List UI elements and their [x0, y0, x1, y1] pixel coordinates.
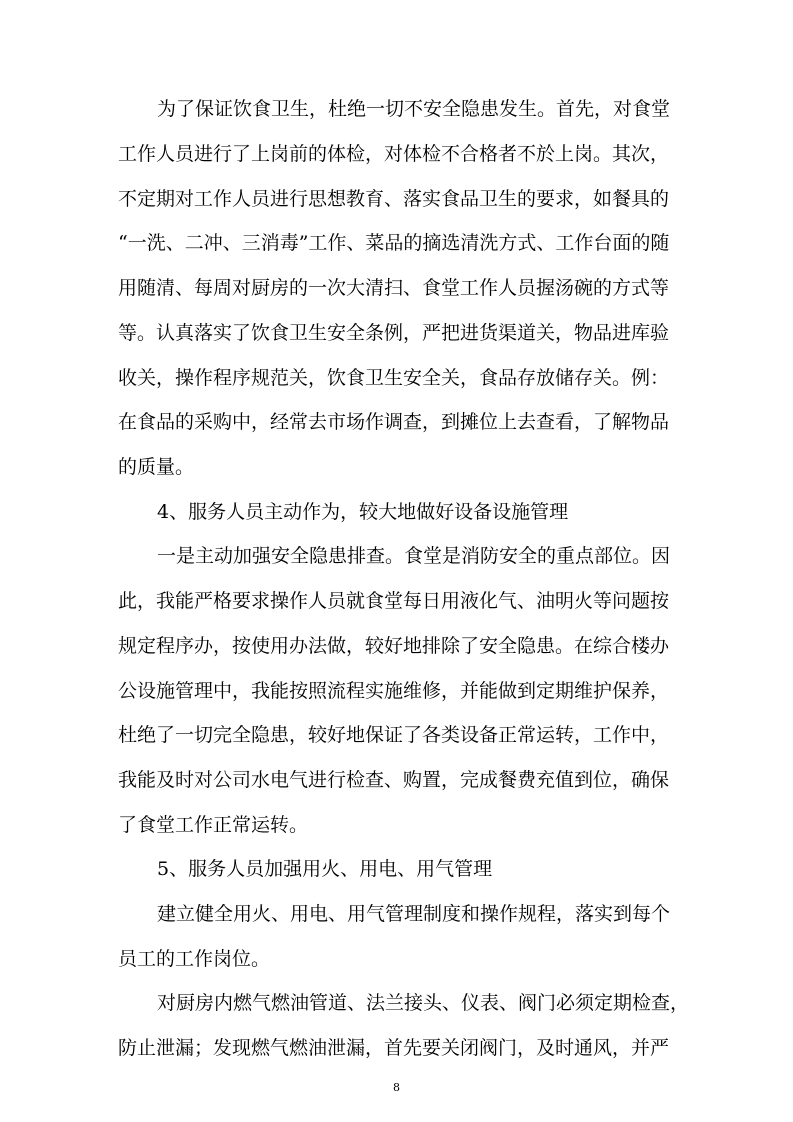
- paragraph-line: 收关，操作程序规范关，饮食卫生安全关，食品存放储存关。例：: [118, 367, 670, 389]
- paragraph-line: 工作人员进行了上岗前的体检，对体检不合格者不於上岗。其次，: [118, 143, 670, 165]
- paragraph-line: 不定期对工作人员进行思想教育、落实食品卫生的要求，如餐具的: [118, 188, 670, 210]
- section-heading: 5、服务人员加强用火、用电、用气管理: [157, 858, 493, 880]
- paragraph-line: 用随清、每周对厨房的一次大清扫、食堂工作人员握汤碗的方式等: [118, 277, 670, 299]
- paragraph-line: 等。认真落实了饮食卫生安全条例，严把进货渠道关，物品进库验: [118, 322, 670, 344]
- paragraph-line: 杜绝了一切完全隐患，较好地保证了各类设备正常运转，工作中，: [118, 724, 670, 746]
- paragraph-line: 建立健全用火、用电、用气管理制度和操作规程，落实到每个: [157, 903, 671, 925]
- paragraph-line: 规定程序办，按使用办法做，较好地排除了安全隐患。在综合楼办: [118, 635, 670, 657]
- paragraph-line: 为了保证饮食卫生，杜绝一切不安全隐患发生。首先，对食堂: [157, 98, 671, 120]
- section-heading: 4、服务人员主动作为，较大地做好设备设施管理: [157, 501, 569, 523]
- page-number: 8: [393, 1081, 400, 1094]
- paragraph-line: 公设施管理中，我能按照流程实施维修，并能做到定期维护保养，: [118, 680, 670, 702]
- paragraph-line: 的质量。: [118, 456, 195, 478]
- paragraph-line: 对厨房内燃气燃油管道、法兰接头、仪表、阀门必须定期检查，: [157, 992, 690, 1014]
- paragraph-line: 了食堂工作正常运转。: [118, 814, 309, 836]
- paragraph-line: 员工的工作岗位。: [118, 948, 271, 970]
- paragraph-line: 一是主动加强安全隐患排查。食堂是消防安全的重点部位。因: [157, 545, 671, 567]
- paragraph-line: “一洗、二冲、三消毒”工作、菜品的摘选清洗方式、工作台面的随: [118, 232, 670, 254]
- paragraph-line: 此，我能严格要求操作人员就食堂每日用液化气、油明火等问题按: [118, 590, 670, 612]
- paragraph-line: 我能及时对公司水电气进行检查、购置，完成餐费充值到位，确保: [118, 769, 670, 791]
- paragraph-line: 在食品的采购中，经常去市场作调查，到摊位上去查看，了解物品: [118, 411, 670, 433]
- paragraph-line: 防止泄漏；发现燃气燃油泄漏，首先要关闭阀门，及时通风，并严: [118, 1037, 670, 1059]
